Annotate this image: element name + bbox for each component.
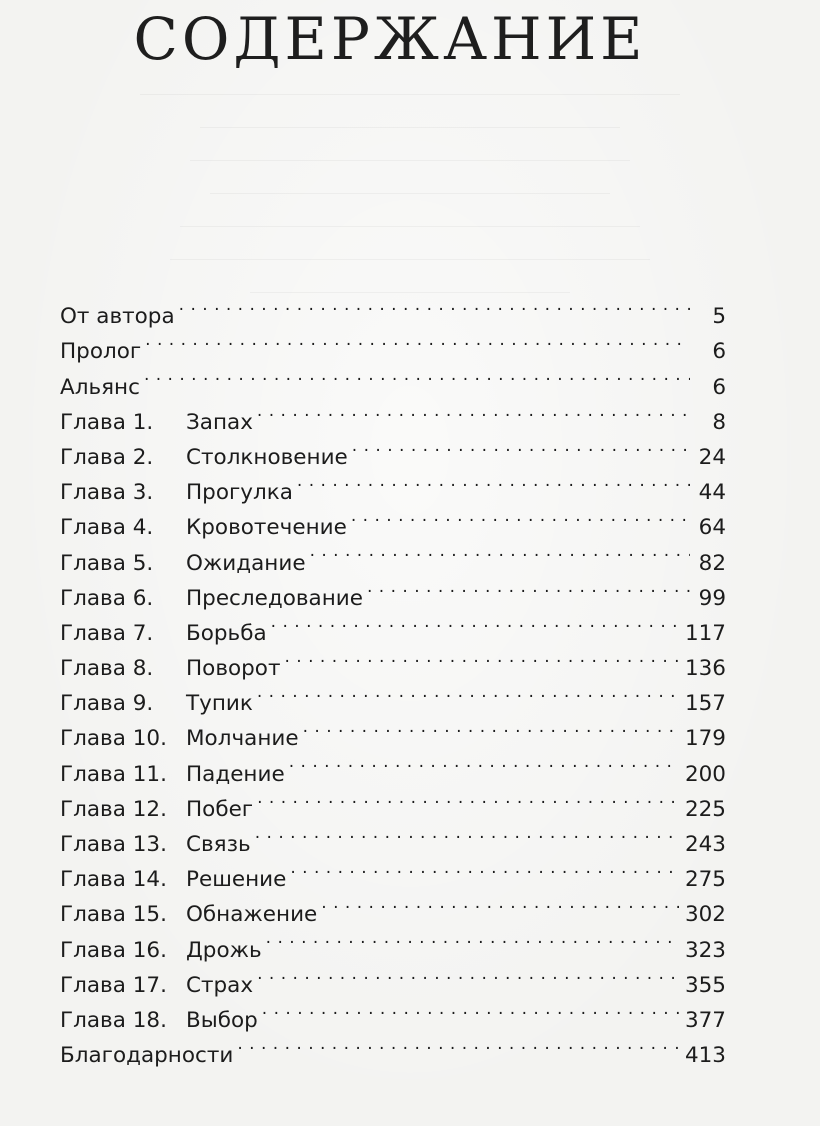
toc-entry-title: Падение xyxy=(186,761,285,787)
toc-page-number: 24 xyxy=(698,444,726,470)
toc-entry-title: Побег xyxy=(186,796,254,822)
toc-entry[interactable] xyxy=(60,288,726,330)
toc-chapter-number: Глава 5. xyxy=(60,550,154,576)
toc-entry-title: Благодарности xyxy=(60,1043,234,1069)
table-of-contents xyxy=(60,288,726,1069)
toc-dot-leader xyxy=(303,710,679,745)
toc-entry-title: Поворот xyxy=(186,656,281,682)
toc-chapter-number: Глава 2. xyxy=(60,444,154,470)
toc-chapter-number: Глава 9. xyxy=(60,691,154,717)
toc-dot-leader xyxy=(289,745,679,780)
toc-dot-leader xyxy=(179,288,690,323)
toc-entry-title: Выбор xyxy=(186,1007,258,1033)
toc-chapter-number: Глава 12. xyxy=(60,796,167,822)
toc-entry[interactable] xyxy=(60,323,726,365)
toc-entry-title: Тупик xyxy=(186,691,253,717)
toc-chapter-number: Глава 17. xyxy=(60,972,167,998)
toc-chapter-number: Глава 16. xyxy=(60,937,167,963)
toc-page-number: 200 xyxy=(684,761,726,787)
toc-dot-leader xyxy=(351,499,690,534)
toc-entry-title: Преследование xyxy=(186,585,363,611)
toc-page-number: 6 xyxy=(712,374,726,400)
page-title: СОДЕРЖАНИЕ xyxy=(133,5,647,73)
toc-page-number: 355 xyxy=(684,972,726,998)
toc-chapter-number: Глава 8. xyxy=(60,656,154,682)
toc-dot-leader xyxy=(271,605,679,640)
toc-entry-title: Столкновение xyxy=(186,444,348,470)
toc-chapter-number: Глава 15. xyxy=(60,902,167,928)
toc-dot-leader xyxy=(257,957,679,992)
toc-page-number: 99 xyxy=(698,585,726,611)
toc-entry-title: Связь xyxy=(186,832,251,857)
toc-dot-leader xyxy=(284,640,678,675)
toc-dot-leader xyxy=(145,323,690,358)
toc-dot-leader xyxy=(144,358,690,393)
toc-entry-title: Страх xyxy=(186,972,254,998)
toc-entry-title: Альянс xyxy=(60,374,140,400)
toc-page-number: 179 xyxy=(684,726,726,752)
toc-entry-title: Борьба xyxy=(186,620,267,646)
toc-entry[interactable] xyxy=(60,394,726,435)
toc-dot-leader xyxy=(367,570,690,605)
toc-dot-leader xyxy=(352,429,690,464)
toc-dot-leader xyxy=(257,394,690,429)
toc-page-number: 157 xyxy=(684,691,726,717)
toc-page-number: 44 xyxy=(698,480,726,506)
toc-entry-title: Решение xyxy=(186,867,287,893)
toc-entry-title: Обнажение xyxy=(186,902,318,928)
toc-chapter-number: Глава 6. xyxy=(60,585,154,611)
toc-entry-title: Молчание xyxy=(186,726,299,752)
toc-page-number: 323 xyxy=(684,937,726,963)
toc-page-number: 136 xyxy=(684,656,726,682)
toc-entry-title: Дрожь xyxy=(186,937,262,963)
toc-dot-leader xyxy=(255,816,679,851)
toc-chapter-number: Глава 13. xyxy=(60,832,167,857)
toc-page-number: 5 xyxy=(712,304,726,330)
toc-chapter-number: Глава 10. xyxy=(60,726,167,752)
toc-chapter-number: Глава 11. xyxy=(60,761,167,787)
toc-dot-leader xyxy=(297,464,690,499)
toc-dot-leader xyxy=(262,992,679,1027)
toc-dot-leader xyxy=(257,675,679,710)
toc-chapter-number: Глава 4. xyxy=(60,515,154,541)
toc-dot-leader xyxy=(266,921,679,956)
toc-entry-title: Ожидание xyxy=(186,550,306,576)
toc-entry-title: От автора xyxy=(60,304,175,330)
toc-chapter-number: Глава 14. xyxy=(60,867,167,893)
toc-page-number: 6 xyxy=(712,339,726,365)
toc-dot-leader xyxy=(290,851,679,886)
toc-page-number: 413 xyxy=(684,1043,726,1069)
toc-page-number: 243 xyxy=(684,832,726,857)
toc-entry-title: Прогулка xyxy=(186,480,293,506)
toc-page-number: 302 xyxy=(684,902,726,928)
toc-dot-leader xyxy=(321,886,679,921)
toc-page-number: 225 xyxy=(684,796,726,822)
bleed-through-texture xyxy=(80,70,740,301)
toc-page-number: 377 xyxy=(684,1007,726,1033)
toc-entry-title: Пролог xyxy=(60,339,142,365)
toc-entry-title: Запах xyxy=(186,409,253,435)
toc-page-number: 8 xyxy=(712,409,726,435)
toc-entry-title: Кровотечение xyxy=(186,515,347,541)
toc-page-number: 64 xyxy=(698,515,726,541)
toc-chapter-number: Глава 1. xyxy=(60,409,154,435)
toc-page-number: 275 xyxy=(684,867,726,893)
toc-dot-leader xyxy=(257,781,679,816)
toc-chapter-number: Глава 3. xyxy=(60,480,154,506)
toc-page-number: 82 xyxy=(698,550,726,576)
toc-dot-leader xyxy=(310,534,690,569)
toc-dot-leader xyxy=(237,1027,679,1062)
toc-chapter-number: Глава 7. xyxy=(60,620,154,646)
toc-page-number: 117 xyxy=(684,620,726,646)
toc-entry[interactable] xyxy=(60,358,726,400)
toc-chapter-number: Глава 18. xyxy=(60,1007,167,1033)
